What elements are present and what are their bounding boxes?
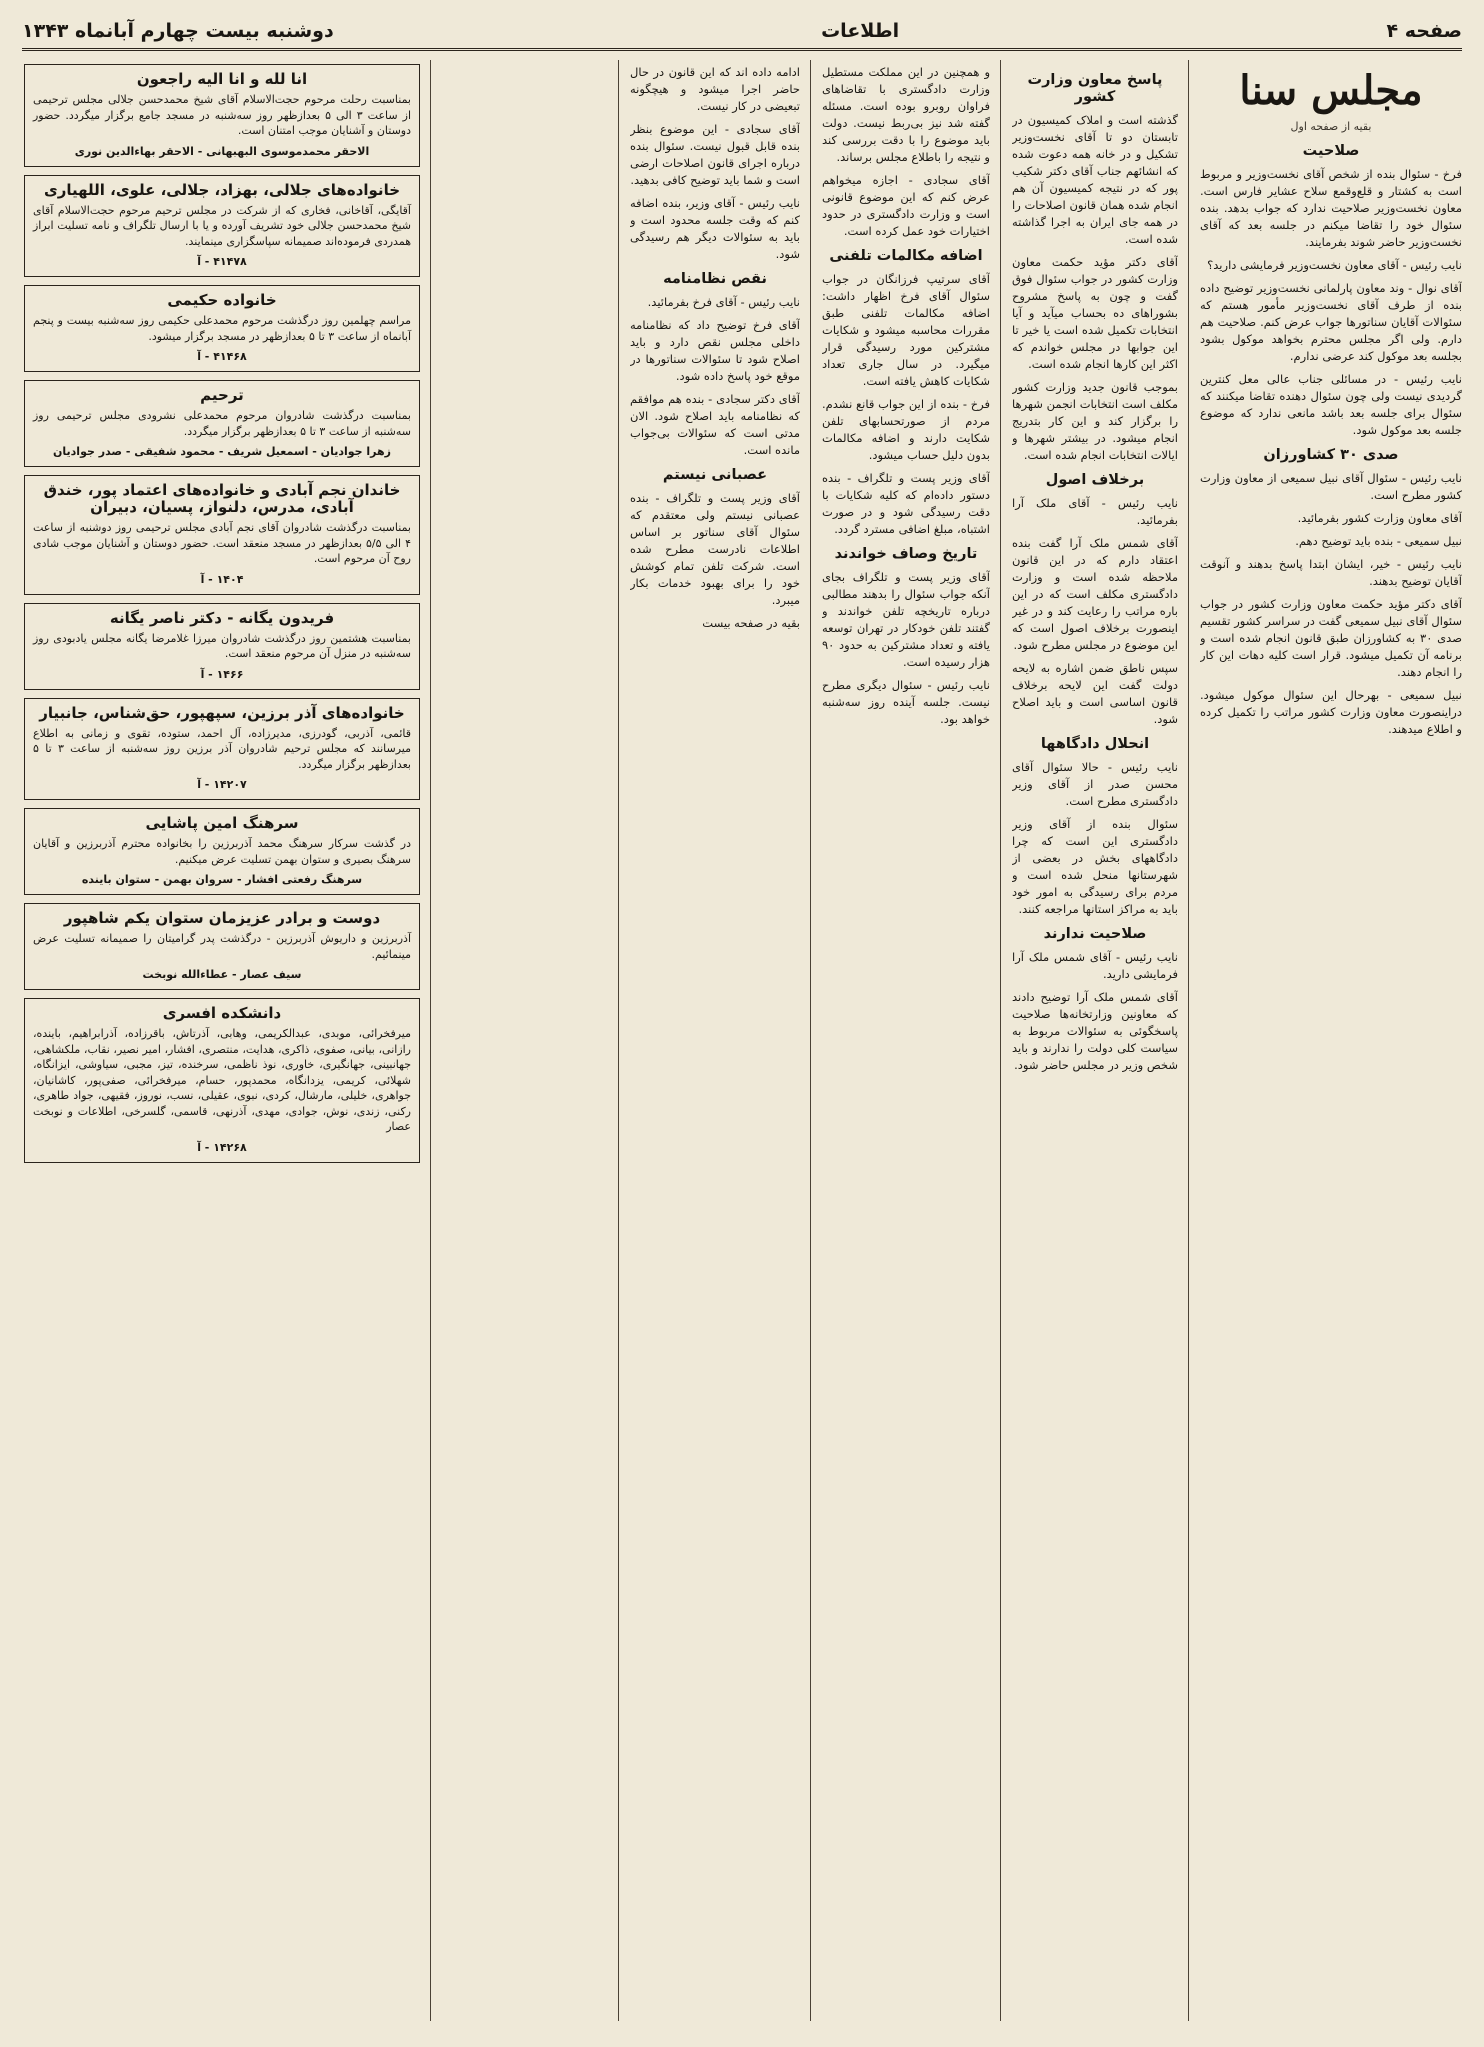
paragraph: آقای شمس ملک آرا گفت بنده اعتقاد دارم که در این قانون ملاحظه شده است و وزارت دادگستری مکلف است که در این باره مراتب را رعایت کند و در غیر اینصورت برخلاف اصول است که این موضوع در مجلس مطرح شود. — [1012, 536, 1178, 652]
notice-title: ترحیم — [200, 386, 244, 404]
notice-box — [24, 64, 420, 167]
notice-box — [24, 808, 420, 895]
notice-body: بمناسبت درگذشت شادروان مرحوم محمدعلی نشرودی مجلس ترحیمی روز سه‌شنبه از ساعت ۳ تا ۵ بعدازظهر برگزار میگردد. — [33, 409, 411, 438]
notice-box — [24, 380, 420, 467]
paragraph: نایب رئیس - در مسائلی جناب عالی معل کنترین گردیدی نیست ولی چون سئوال دهنده تقاضا میکنند که سئوال برای جلسه بعد باشد مانعی ندارد که موضوع جلسه بعد موکول شود. — [1200, 372, 1462, 437]
notice-title: دانشکده افسری — [162, 1004, 282, 1022]
paragraph: و همچنین در این مملکت مستطیل وزارت دادگستری با تقاضاهای فراوان روبرو بوده است. مسئله گفته شد نیز بی‌ربط نیست. دولت باید موضوع را با دقت بررسی کند و نتیجه را باطلاع مجلس برساند. — [822, 65, 990, 164]
paragraph: آقای دکتر سجادی - بنده هم موافقم که نظامنامه باید اصلاح شود. الان مدتی است که سئوالات بی‌جواب مانده است. — [630, 392, 800, 457]
paragraph: سپس ناطق ضمن اشاره به لایحه دولت گفت این لایحه برخلاف قانون اساسی است و باید اصلاح شود. — [1012, 661, 1178, 726]
notice-title: خانواده‌های جلالی، بهزاد، جلالی، علوی، اللهیاری — [43, 180, 401, 199]
paragraph: آقای سرتیپ فرزانگان در جواب سئوال آقای فرخ اظهار داشت: اضافه مکالمات تلفنی طبق مقررات محاسبه میشود و شکایات مشترکین مورد رسیدگی قرار میگیرد. در سال جاری تعداد شکایات کاهش یافته است. — [822, 272, 990, 388]
notice-title: انا لله و انا الیه راجعون — [136, 70, 308, 88]
paper-name: اطلاعات — [821, 20, 900, 42]
notice-body: بمناسبت درگذشت شادروان آقای نجم آبادی مجلس ترحیمی روز دوشنبه از ساعت ۴ الی ۵/۵ بعدازظهر در مسجد منعقد است. حضور دوستان و آشنایان موجب شادی روح آن مرحوم است. — [33, 521, 412, 565]
notice-body: مراسم چهلمین روز درگذشت مرحوم محمدعلی حکیمی روز سه‌شنبه بیست و پنجم آبانماه از ساعت ۳ تا ۵ بعدازظهر در مسجد برگزار میشود. — [33, 314, 411, 343]
column-rule — [810, 60, 811, 2021]
paragraph: نبیل سمیعی - بهرحال این سئوال موکول میشود. دراینصورت معاون وزارت کشور مراتب را تکمیل کرده و اطلاع میدهند. — [1200, 688, 1462, 736]
notice-signature: الاحقر محمدموسوی البهبهانی - الاحقر بهاءالدین نوری — [74, 144, 370, 158]
section-heading: پاسخ معاون وزارت کشور — [1027, 72, 1163, 105]
column-rule — [430, 60, 431, 2021]
paragraph: آقای سجادی - اجازه میخواهم عرض کنم که این موضوع قانونی است و وزارت دادگستری در حدود اختیارات خود عمل کرده است. — [822, 173, 990, 238]
section-heading: اضافه مکالمات تلفنی — [829, 248, 983, 264]
continuation-note: بقیه از صفحه اول — [1290, 120, 1372, 133]
column-rule — [618, 60, 619, 2021]
notice-title: سرهنگ امین پاشایی — [145, 814, 299, 832]
section-heading: تاریخ وصاف خواندند — [834, 546, 978, 562]
notice-body: آذربرزین و داریوش آذربرزین - درگذشت پدر گرامیتان را صمیمانه تسلیت عرض مینمائیم. — [33, 932, 411, 961]
paragraph: آقای فرخ توضیح داد که نظامنامه داخلی مجلس نقص دارد و باید اصلاح شود تا سئوالات سناتورها در موقع خود پاسخ داده شود. — [630, 318, 800, 383]
column-4 — [630, 64, 800, 2017]
paragraph: آقای نوال - وند معاون پارلمانی نخست‌وزیر توضیح داده بنده از طرف آقای نخست‌وزیر مأمور هستم که سئوالات آقایان سناتورها جواب عرض کنم. صلاحیت هم دارم. ولی اگر مجلس محترم بخواهد موکول بشود بجلسه بعد موکول کند عرضی ندارم. — [1200, 281, 1462, 363]
paragraph: آقای وزیر پست و تلگراف - بنده عصبانی نیستم ولی معتقدم که سئوال آقای سناتور بر اساس اطلاعات نادرست مطرح شده است. شرکت تلفن تمام کوشش خود را برای بهبود خدمات بکار میبرد. — [630, 491, 800, 607]
notice-signature: ۱۴۶۶ - آ — [200, 667, 244, 681]
paragraph: آقای وزیر پست و تلگراف - بنده دستور داده‌ام که کلیه شکایات با دقت رسیدگی شود و در صورت اشتباه، مبلغ اضافی مسترد گردد. — [822, 471, 990, 536]
paragraph: نایب رئیس - آقای معاون نخست‌وزیر فرمایشی دارید؟ — [1207, 258, 1462, 272]
article-title: مجلس سنا — [1239, 67, 1423, 114]
paragraph: نایب رئیس - خیر، ایشان ابتدا پاسخ بدهند و آنوقت آقایان توضیح بدهند. — [1200, 557, 1462, 588]
notice-box — [24, 603, 420, 690]
notice-box — [24, 475, 420, 595]
notice-signature: ۱۴۲۶۸ - آ — [197, 1140, 247, 1154]
masthead — [22, 14, 1462, 51]
section-heading: نقص نظامنامه — [663, 271, 767, 287]
paragraph: آقای دکتر مؤید حکمت معاون وزارت کشور در جواب سئوال فوق گفت و چون به پاسخ مشروح بشوراهای ده بحساب میآید و آیا انتخابات تکمیل شده است یا خیر تا این جوابها در مجلس خواندم که اکثر این کارها انجام شده است. — [1012, 255, 1178, 371]
section-heading: عصبانی نیستم — [662, 467, 768, 483]
notice-signature: زهرا جوادیان - اسمعیل شریف - محمود شفیقی - صدر جوادیان — [53, 445, 391, 458]
paragraph: سئوال بنده از آقای وزیر دادگستری این است که چرا دادگاههای بخش در بعضی از شهرستانها منحل شده است و مردم برای رسیدگی به امور خود باید به مراکز استانها مراجعه کنند. — [1012, 817, 1178, 916]
section-heading: صلاحیت ندارند — [1043, 926, 1147, 942]
notice-body: میرفخرائی، موبدی، عبدالکریمی، وهابی، آذرتاش، باقرزاده، آذرابراهیم، باینده، رازانی، بیانی، صفوی، ذاکری، هدایت، منتصری، افشار، امیر نصیر، نقاب، ملکشاهی، جهانبینی، جهانگیری، خاوری، نوذ ناظمی، سرخنده، تیز، مجبی، سیاوشی، ایزانگاه، شهلائی، کریمی، یزدانگاه، محمدپور، حسام، میرفخرائی، صفی‌پور، کاشانیان، جواهری، خلیلی، مارشال، کردی، نبوی، عقیلی، نسب، نوروز، فقیهی، جواد طاهری، رکنی، زندی، نوش، جوادی، مهدی، آذرنهی، قاسمی، گلسرخی، اطلاعات و نوبخت عصار — [33, 1027, 411, 1133]
paragraph: آقای شمس ملک آرا توضیح دادند که معاونین وزارتخانه‌ها صلاحیت پاسخگوئی به سئوالات مربوط به سیاست کلی دولت را ندارند و باید شخص وزیر در مجلس حاضر شود. — [1012, 990, 1178, 1072]
paragraph: نایب رئیس - آقای ملک آرا بفرمائید. — [1012, 496, 1178, 527]
notice-title: فریدون یگانه - دکتر ناصر یگانه — [109, 608, 335, 627]
paragraph: آقای معاون وزارت کشور بفرمائید. — [1297, 511, 1462, 525]
paragraph: بموجب قانون جدید وزارت کشور مکلف است انتخابات انجمن شهرها را برگزار کند و این کار بتدریج انجام میشود. در بیشتر شهرها و ایالات انتخابات انجام شده است. — [1012, 380, 1178, 462]
notice-box — [24, 998, 420, 1163]
column-1 — [1200, 64, 1462, 2017]
notice-signature: ۱۴۰۴ - آ — [200, 572, 244, 586]
paragraph: گذشته است و املاک کمیسیون در تابستان دو تا آقای نخست‌وزیر تشکیل و در خانه همه دعوت شده که انشائهم جناب آقای دکتر شکیب پور که در نتیجه کمیسیون آن هم انجام شده همان قانون اصلاحات را در همه جای ایران به اجرا گذاشته شده است. — [1012, 113, 1178, 246]
notice-body: در گذشت سرکار سرهنگ محمد آذربرزین را بخانواده محترم آذربرزین و آقایان سرهنگ بصیری و ستوان بهمن تسلیت عرض میکنیم. — [33, 837, 411, 866]
notice-title: خانواده‌های آذر برزین، سپهپور، حق‌شناس، جانبیار — [39, 703, 405, 722]
section-heading: انحلال دادگاهها — [1040, 736, 1150, 752]
notice-body: آقایگی، آقاخانی، فخاری که از شرکت در مجلس ترحیم مرحوم حجت‌الاسلام آقای شیخ محمدحسن جلالی خود تشریف آورده و یا با ارسال تلگراف و نامه تسلیت ابراز همدردی فرموده‌اند صمیمانه سپاسگزاری مینمایند. — [33, 203, 411, 248]
paragraph: نایب رئیس - سئوال دیگری مطرح نیست. جلسه آینده روز سه‌شنبه خواهد بود. — [822, 678, 990, 726]
section-heading: صلاحیت — [1302, 143, 1360, 159]
notice-body: بمناسبت هشتمین روز درگذشت شادروان میرزا غلامرضا یگانه مجلس یادبودی روز سه‌شنبه در منزل آن مرحوم منعقد است. — [33, 631, 411, 660]
paragraph: نایب رئیس - حالا سئوال آقای محسن صدر از آقای وزیر دادگستری مطرح است. — [1012, 760, 1178, 808]
paragraph: ادامه داده اند که این قانون در حال حاضر اجرا میشود و هیچگونه تبعیضی در کار نیست. — [630, 65, 800, 113]
notice-signature: ۴۱۴۷۸ - آ — [197, 255, 247, 268]
column-rule — [1188, 60, 1189, 2021]
paragraph: نایب رئیس - سئوال آقای نبیل سمیعی از معاون وزارت کشور مطرح است. — [1200, 471, 1462, 502]
notice-box — [24, 285, 420, 372]
column-rule — [1000, 60, 1001, 2021]
notice-signature: سیف عصار - عطاءالله نوبخت — [142, 968, 302, 981]
notice-signature: ۱۴۲۰۷ - آ — [197, 778, 247, 791]
notice-body: بمناسبت رحلت مرحوم حجت‌الاسلام آقای شیخ محمدحسن جلالی مجلس ترحیمی از ساعت ۳ الی ۵ بعدازظهر روز سه‌شنبه در مسجد جامع برگزار میگردد. حضور دوستان و آشنایان موجب امتنان است. — [33, 93, 411, 137]
notice-signature: ۴۱۴۶۸ - آ — [197, 350, 247, 363]
notice-box — [24, 698, 420, 801]
paragraph: آقای سجادی - این موضوع بنظر بنده قابل قبول نیست. سئوال بنده درباره اجرای قانون اصلاحات ارضی است و شما باید توضیح کافی بدهید. — [630, 122, 800, 187]
section-heading: صدی ۳۰ کشاورزان — [1263, 447, 1399, 463]
notice-title: دوست و برادر عزیزمان ستوان یکم شاهپور — [63, 909, 381, 927]
notice-box — [24, 175, 420, 278]
notice-title: خانواده حکیمی — [167, 291, 277, 309]
page-label: صفحه ۴ — [1386, 20, 1462, 42]
notices-column — [24, 64, 420, 2017]
paragraph: نایب رئیس - آقای فرخ بفرمائید. — [647, 295, 800, 309]
paragraph: بقیه در صفحه بیست — [702, 616, 800, 630]
notice-title: خاندان نجم آبادی و خانواده‌های اعتماد پور، خندق آبادی، مدرس، دلنواز، پسیان، دبیران — [43, 481, 401, 516]
paragraph: آقای وزیر پست و تلگراف بجای آنکه جواب سئوال را بدهند مطالبی درباره تاریخچه تلفن خواندند و گفتند تلفن خودکار در تهران توسعه یافته و تعداد مشترکین به حدود ۹۰ هزار رسیده است. — [822, 570, 990, 669]
notice-signature: سرهنگ رفعتی افشار - سروان بهمن - ستوان باینده — [81, 873, 363, 886]
paragraph: فرخ - سئوال بنده از شخص آقای نخست‌وزیر و مربوط است به کشتار و قلع‌وقمع سلاح عشایر فارس است. معاون نخست‌وزیر صلاحیت ندارد که جواب بدهد. بنده سئوال خود را تقاضا میکنم در جلسه بعد که آقای نخست‌وزیر حاضر شوند بفرمایند. — [1200, 167, 1462, 249]
section-heading: برخلاف اصول — [1045, 472, 1145, 488]
column-3 — [822, 64, 990, 2017]
paragraph: آقای دکتر مؤید حکمت معاون وزارت کشور در جواب سئوال آقای نبیل سمیعی گفت در سراسر کشور تقسیم صدی ۳۰ به کشاورزان طبق قانون انجام شده است و برنامه آن تکمیل میشود. قرار است کلیه دهات این کار را انجام دهند. — [1200, 597, 1462, 679]
paragraph: فرخ - بنده از این جواب قانع نشدم. مردم از صورتحسابهای تلفن شکایت دارند و اضافه مکالمات بدون دلیل حساب میشود. — [822, 397, 990, 462]
paragraph: نایب رئیس - آقای وزیر، بنده اضافه کنم که وقت جلسه محدود است و باید به سئوالات دیگر هم رسیدگی شود. — [630, 196, 800, 261]
column-2 — [1012, 64, 1178, 2017]
date-line: دوشنبه بیست چهارم آبانماه ۱۳۴۳ — [22, 20, 334, 42]
notice-body: قائمی، آذربی، گودرزی، مدیرزاده، آل احمد، ستوده، تقوی و زمانی به اطلاع میرسانند که مجلس ترحیم شادروان آذر برزین روز سه‌شنبه از ساعت ۳ تا ۵ بعدازظهر برگزار میگردد. — [33, 726, 411, 771]
paragraph: نایب رئیس - آقای شمس ملک آرا فرمایشی دارید. — [1012, 950, 1178, 981]
paragraph: نبیل سمیعی - بنده باید توضیح دهم. — [1295, 534, 1462, 548]
notice-box — [24, 903, 420, 990]
